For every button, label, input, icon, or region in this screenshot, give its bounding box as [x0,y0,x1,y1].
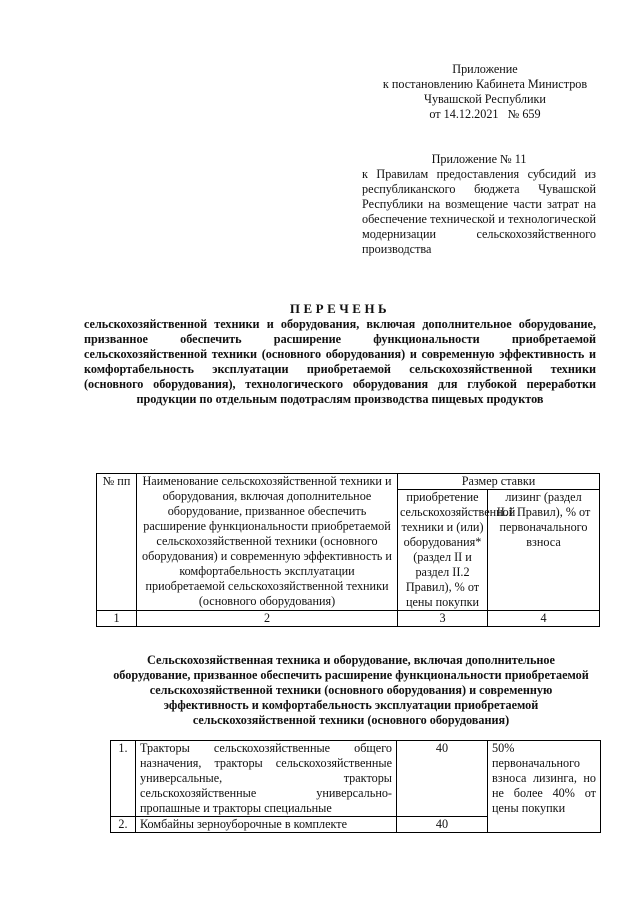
document-title [84,301,596,407]
list-header-table [96,473,600,627]
header-rate-cell: Размер ставки [398,474,600,490]
title-text: сельскохозяйственной техники и оборудования, включая дополнительное оборудование, призванное обеспечить расширение функциональности приобретаемой сельскохозяйственной техники (основного оборудования) и современную эффективность и комфортабельность эксплуатации приобретаемой сельскохозяйственной техники (основного оборудования), технологического оборудования для глубокой переработки продукции по отдельным подотраслям производства пищевых продуктов [84,317,596,406]
section-title: Сельскохозяйственная техника и оборудование, включая дополнительное оборудование, призванное обеспечить расширение функциональности приобретаемой сельскохозяйственной техники (основного оборудования) и современную эффективность и комфортабельность эксплуатации приобретаемой сельскохозяйственной техники (основного оборудования) [113,653,589,727]
appendix-rules-number: Приложение № 11 [431,152,527,166]
appendix-resolution-block [340,62,630,122]
appendix-label: Приложение [452,62,518,76]
appendix-republic-line: Чувашской Республики [424,92,546,106]
appendix-rules-text: к Правилам предоставления субсидий из республиканского бюджета Чувашской Республики на возмещение части затрат на обеспечение технической и технологической модернизации сельскохозяйственного производства [362,167,596,256]
header-purchase-cell: приобретение сельскохозяйственной техники и (или) оборудования* (раздел II и раздел II.2 Правил), % от цены покупки [398,490,488,611]
table-row [111,741,601,817]
column-number-2: 2 [137,611,398,627]
row-name: Комбайны зерноуборочные в комплекте [136,817,397,833]
row-number: 1. [111,741,136,817]
equipment-table [110,740,601,833]
appendix-rules-block [362,152,596,257]
row-number: 2. [111,817,136,833]
lease-rate-cell: 50% первоначального взноса лизинга, но не более 40% от цены покупки [488,741,601,833]
header-number-cell: № пп [97,474,137,611]
header-lease-cell: лизинг (раздел II.1 Правил), % от первоначального взноса [488,490,600,611]
header-name-cell: Наименование сельскохозяйственной техники и оборудования, включая дополнительное оборудование, призванное обеспечить расширение функциональности приобретаемой сельскохозяйственной техники (основного оборудования) и современную эффективность и комфортабельность эксплуатации приобретаемой сельскохозяйственной техники (основного оборудования) [137,474,398,611]
column-number-4: 4 [488,611,600,627]
appendix-resolution-line: к постановлению Кабинета Министров [382,77,588,91]
column-number-1: 1 [97,611,137,627]
title-heading: ПЕРЕЧЕНЬ [289,301,391,316]
row-rate: 40 [397,817,488,833]
row-rate: 40 [397,741,488,817]
row-name: Тракторы сельскохозяйственные общего назначения, тракторы сельскохозяйственные универсальные, тракторы сельскохозяйственные универсально-пропашные и тракторы специальные [136,741,397,817]
column-number-3: 3 [398,611,488,627]
appendix-date-number: от 14.12.2021 № 659 [429,107,541,121]
